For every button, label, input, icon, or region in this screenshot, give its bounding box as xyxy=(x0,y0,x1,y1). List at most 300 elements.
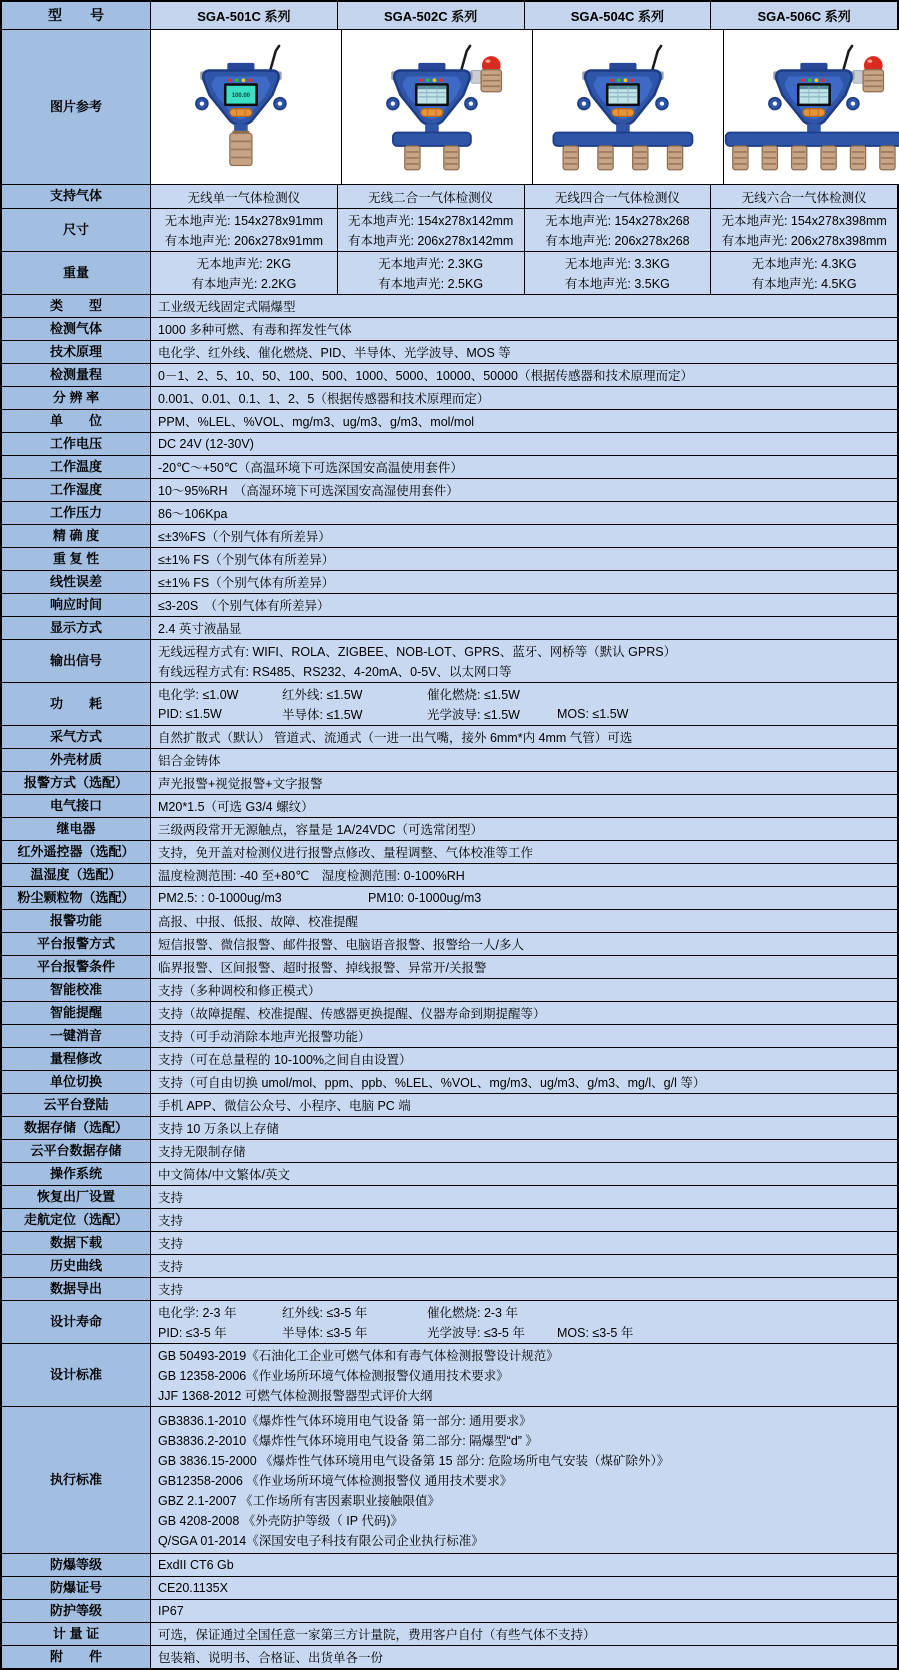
value-line xyxy=(158,727,897,747)
value-line xyxy=(158,1578,897,1598)
value-segment: 2.4 英寸液晶显 xyxy=(158,622,242,636)
spec-row xyxy=(2,295,897,318)
spec-row xyxy=(2,1071,897,1094)
value-line xyxy=(158,1410,897,1430)
value-line xyxy=(158,934,897,954)
row-label: 支持气体 xyxy=(2,185,151,208)
value-segment: MOS: ≤1.5W xyxy=(557,707,629,721)
row-value xyxy=(151,617,897,639)
row-value xyxy=(151,1623,897,1645)
row-value xyxy=(151,387,897,409)
row-label: 技术原理 xyxy=(2,341,151,363)
value-segment: 半导体: ≤3-5 年 xyxy=(282,1326,368,1340)
spec-row xyxy=(2,818,897,841)
spec-row xyxy=(2,1186,897,1209)
row-label: 设计标准 xyxy=(2,1344,151,1406)
value-line xyxy=(158,1555,897,1575)
spec-row xyxy=(2,1025,897,1048)
spec-row xyxy=(2,1232,897,1255)
value-segment: 红外线: ≤1.5W xyxy=(282,688,363,702)
value-segment: PPM、%LEL、%VOL、mg/m3、ug/m3、g/m3、mol/mol xyxy=(158,415,475,429)
row-value xyxy=(151,456,897,478)
row-value xyxy=(151,479,897,501)
value-line xyxy=(158,1510,897,1530)
value-line xyxy=(158,1430,897,1450)
value-segment: 温度检测范围: -40 至+80℃ 湿度检测范围: 0-100%RH xyxy=(158,869,465,883)
spec-row xyxy=(2,683,897,726)
row-label: 检测量程 xyxy=(2,364,151,386)
model-value-cell xyxy=(711,209,897,251)
value-line: 无本地声光: 4.3KG xyxy=(751,257,857,271)
row-label: 历史曲线 xyxy=(2,1255,151,1277)
spec-row xyxy=(2,502,897,525)
row-value xyxy=(151,864,897,886)
value-segment: 支持 xyxy=(158,1283,184,1297)
spec-row xyxy=(2,772,897,795)
row-value xyxy=(151,841,897,863)
row-label: 电气接口 xyxy=(2,795,151,817)
value-segment: PM2.5: : 0-1000ug/m3 xyxy=(158,891,282,905)
value-line: 有本地声光: 3.5KG xyxy=(564,277,670,291)
gas-detector-illustration xyxy=(533,39,723,175)
row-label: 单位切换 xyxy=(2,1071,151,1093)
row-label: 响应时间 xyxy=(2,594,151,616)
row-label: 防爆等级 xyxy=(2,1554,151,1576)
value-segment: 包装箱、说明书、合格证、出货单各一份 xyxy=(158,1651,384,1665)
spec-row xyxy=(2,1646,897,1668)
value-segment: GB 4208-2008 《外壳防护等级（ IP 代码)》 xyxy=(158,1514,403,1528)
row-value xyxy=(151,1646,897,1668)
value-segment: GB 50493-2019《石油化工企业可燃气体和有毒气体检测报警设计规范》 xyxy=(158,1349,559,1363)
value-line: 有本地声光: 206x278x142mm xyxy=(347,234,514,248)
value-line xyxy=(158,388,897,408)
row-value xyxy=(151,956,897,978)
gas-detector-illustration xyxy=(151,39,341,175)
row-label: 继电器 xyxy=(2,818,151,840)
spec-row xyxy=(2,1407,897,1554)
spec-row xyxy=(2,341,897,364)
row-label: 图片参考 xyxy=(2,30,151,184)
value-line: 有本地声光: 2.2KG xyxy=(191,277,297,291)
value-line: 有本地声光: 206x278x91mm xyxy=(164,234,324,248)
value-segment: 催化燃烧: ≤1.5W xyxy=(427,688,520,702)
value-line xyxy=(158,319,897,339)
value-line xyxy=(158,618,897,638)
value-segment: IP67 xyxy=(158,1604,184,1618)
value-line xyxy=(158,1210,897,1230)
value-line: 无本地声光: 3.3KG xyxy=(564,257,670,271)
row-value xyxy=(151,1600,897,1622)
spec-row xyxy=(2,795,897,818)
value-segment: -20℃～+50℃（高温环境下可选深国安高温使用套件） xyxy=(158,461,463,475)
value-line xyxy=(158,1164,897,1184)
spec-row xyxy=(2,364,897,387)
row-value xyxy=(151,1255,897,1277)
spec-row xyxy=(2,1301,897,1344)
row-label: 数据下载 xyxy=(2,1232,151,1254)
value-line xyxy=(158,296,897,316)
model-value-cell xyxy=(338,252,525,294)
row-value xyxy=(151,979,897,1001)
value-segment: 支持，免开盖对检测仪进行报警点修改、量程调整、气体校准等工作 xyxy=(158,846,534,860)
row-label: 平台报警方式 xyxy=(2,933,151,955)
value-line xyxy=(158,957,897,977)
value-segment: 可选，保证通过全国任意一家第三方计量院，费用客户自付（有些气体不支持） xyxy=(158,1628,596,1642)
row-label: 恢复出厂设置 xyxy=(2,1186,151,1208)
value-segment: 自然扩散式（默认） 管道式、流通式（一进一出气嘴，接外 6mm*内 4mm 气管）可选 xyxy=(158,731,633,745)
value-segment: 支持无限制存储 xyxy=(158,1145,246,1159)
value-segment: GB12358-2006 《作业场所环境气体检测报警仪 通用技术要求》 xyxy=(158,1474,513,1488)
value-segment: 0－1、2、5、10、50、100、500、1000、5000、10000、50000（根据传感器和技术原理而定） xyxy=(158,369,693,383)
value-segment: 支持（可在总量程的 10-100%之间自由设置） xyxy=(158,1053,412,1067)
value-segment: 中文简体/中文繁体/英文 xyxy=(158,1168,290,1182)
image-reference-row xyxy=(2,30,897,185)
spec-row xyxy=(2,1278,897,1301)
row-label: 检测气体 xyxy=(2,318,151,340)
value-segment: JJF 1368-2012 可燃气体检测报警器型式评价大纲 xyxy=(158,1389,433,1403)
model-spec-row xyxy=(2,185,897,209)
value-line: 无本地声光: 154x278x398mm xyxy=(721,214,887,228)
value-segment: PID: ≤3-5 年 xyxy=(158,1326,227,1340)
model-value-cell xyxy=(711,252,897,294)
device-image xyxy=(151,30,342,184)
value-line xyxy=(158,365,897,385)
row-value xyxy=(151,1209,897,1231)
value-line xyxy=(158,503,897,523)
value-line xyxy=(158,1450,897,1470)
value-line: 无线四合一气体检测仪 xyxy=(554,190,680,205)
value-segment: 手机 APP、微信公众号、小程序、电脑 PC 端 xyxy=(158,1099,411,1113)
spec-row xyxy=(2,571,897,594)
value-line: 有本地声光: 206x278x398mm xyxy=(721,234,887,248)
value-line xyxy=(158,1095,897,1115)
value-line xyxy=(158,1624,897,1644)
row-value xyxy=(151,548,897,570)
header-row xyxy=(2,2,897,30)
value-segment: 支持 xyxy=(158,1260,184,1274)
row-value xyxy=(151,1025,897,1047)
row-label: 线性误差 xyxy=(2,571,151,593)
value-segment: 铝合金铸体 xyxy=(158,754,221,768)
value-line: 无本地声光: 154x278x91mm xyxy=(164,214,324,228)
row-label: 重量 xyxy=(2,252,151,294)
row-label: 尺寸 xyxy=(2,209,151,251)
model-value-cell xyxy=(525,185,712,208)
row-label: 防护等级 xyxy=(2,1600,151,1622)
model-value-cell xyxy=(338,209,525,251)
row-value xyxy=(151,1048,897,1070)
value-segment: 半导体: ≤1.5W xyxy=(282,708,363,722)
value-segment: 三级两段常开无源触点，容量是 1A/24VDC（可选常闭型） xyxy=(158,823,484,837)
row-value xyxy=(151,1094,897,1116)
row-value xyxy=(151,364,897,386)
value-segment: 无线远程方式有: WIFI、ROLA、ZIGBEE、NOB-LOT、GPRS、蓝牙、网桥等（默认 GPRS） xyxy=(158,645,677,659)
value-line xyxy=(158,750,897,770)
row-value xyxy=(151,433,897,455)
device-image xyxy=(342,30,533,184)
value-line xyxy=(158,842,897,862)
spec-row xyxy=(2,841,897,864)
spec-row xyxy=(2,410,897,433)
row-label: 显示方式 xyxy=(2,617,151,639)
device-image xyxy=(724,30,899,184)
spec-row xyxy=(2,749,897,772)
value-line xyxy=(158,1026,897,1046)
spec-row xyxy=(2,933,897,956)
value-segment: 支持 xyxy=(158,1191,184,1205)
value-segment: 支持（可自由切换 umol/mol、ppm、ppb、%LEL、%VOL、mg/m3、ug/m3、g/m3、mg/l、g/l 等） xyxy=(158,1076,706,1090)
value-segment: ExdII CT6 Gb xyxy=(158,1558,234,1572)
row-label: 红外遥控器（选配） xyxy=(2,841,151,863)
spec-row xyxy=(2,1002,897,1025)
value-segment: ≤±3%FS（个别气体有所差异） xyxy=(158,530,331,544)
row-label: 云平台数据存储 xyxy=(2,1140,151,1162)
value-line xyxy=(158,1256,897,1276)
row-value xyxy=(151,1344,897,1406)
spec-row xyxy=(2,1577,897,1600)
value-line xyxy=(158,1072,897,1092)
row-label: 走航定位（选配） xyxy=(2,1209,151,1231)
row-label: 操作系统 xyxy=(2,1163,151,1185)
spec-row xyxy=(2,979,897,1002)
value-segment: 86～106Kpa xyxy=(158,507,228,521)
row-label: 一键消音 xyxy=(2,1025,151,1047)
row-label: 报警方式（选配） xyxy=(2,772,151,794)
value-line xyxy=(158,661,897,681)
value-segment: Q/SGA 01-2014《深国安电子科技有限公司企业执行标准》 xyxy=(158,1534,484,1548)
row-label: 智能校准 xyxy=(2,979,151,1001)
spec-row xyxy=(2,617,897,640)
value-line xyxy=(158,1279,897,1299)
value-line: 无线二合一气体检测仪 xyxy=(368,190,494,205)
row-value xyxy=(151,410,897,432)
value-line xyxy=(158,595,897,615)
row-value xyxy=(151,933,897,955)
row-value xyxy=(151,683,897,725)
row-label: 重 复 性 xyxy=(2,548,151,570)
row-label: 附 件 xyxy=(2,1646,151,1668)
device-image xyxy=(533,30,724,184)
spec-row xyxy=(2,956,897,979)
value-line: 无本地声光: 2KG xyxy=(196,257,292,271)
spec-row xyxy=(2,1094,897,1117)
spec-row xyxy=(2,910,897,933)
value-line: 无本地声光: 2.3KG xyxy=(378,257,484,271)
value-segment: 临界报警、区间报警、超时报警、掉线报警、异常开/关报警 xyxy=(158,961,487,975)
value-line xyxy=(158,1141,897,1161)
spec-row xyxy=(2,1048,897,1071)
value-line: 有本地声光: 4.5KG xyxy=(751,277,857,291)
model-series-header: SGA-506C 系列 xyxy=(711,2,897,29)
value-segment: 光学波导: ≤3-5 年 xyxy=(427,1326,525,1340)
value-line xyxy=(158,1490,897,1510)
row-value xyxy=(151,887,897,909)
svg-text:100.00: 100.00 xyxy=(231,92,250,99)
model-series-header: SGA-502C 系列 xyxy=(338,2,525,29)
value-line xyxy=(158,457,897,477)
row-value xyxy=(151,1163,897,1185)
row-value xyxy=(151,594,897,616)
row-label: 防爆证号 xyxy=(2,1577,151,1599)
row-value xyxy=(151,749,897,771)
row-label: 工作湿度 xyxy=(2,479,151,501)
spec-row xyxy=(2,1255,897,1278)
value-segment: ≤±1% FS（个别气体有所差异） xyxy=(158,553,335,567)
row-value xyxy=(151,795,897,817)
row-value xyxy=(151,571,897,593)
row-label: 云平台登陆 xyxy=(2,1094,151,1116)
value-segment: 催化燃烧: 2-3 年 xyxy=(427,1306,518,1320)
value-line xyxy=(158,1233,897,1253)
value-line xyxy=(158,1470,897,1490)
value-line xyxy=(158,526,897,546)
model-value-cell xyxy=(151,185,338,208)
value-segment: CE20.1135X xyxy=(158,1581,228,1595)
row-label: 量程修改 xyxy=(2,1048,151,1070)
model-series-header: SGA-504C 系列 xyxy=(525,2,712,29)
value-line xyxy=(158,1302,897,1322)
value-line xyxy=(158,1049,897,1069)
row-label: 平台报警条件 xyxy=(2,956,151,978)
row-value xyxy=(151,1278,897,1300)
value-segment: 0.001、0.01、0.1、1、2、5（根据传感器和技术原理而定） xyxy=(158,392,490,406)
value-segment: PID: ≤1.5W xyxy=(158,707,222,721)
gas-detector-illustration xyxy=(724,39,899,175)
spec-row xyxy=(2,1623,897,1646)
value-line xyxy=(158,1647,897,1667)
value-line xyxy=(158,1118,897,1138)
value-segment: 支持（故障提醒、校准提醒、传感器更换提醒、仪器寿命到期提醒等） xyxy=(158,1007,546,1021)
model-column-header: 型 号 xyxy=(2,2,151,29)
row-label: 执行标准 xyxy=(2,1407,151,1553)
row-value xyxy=(151,910,897,932)
value-line xyxy=(158,342,897,362)
model-spec-row xyxy=(2,252,897,295)
value-line xyxy=(158,572,897,592)
row-label: 报警功能 xyxy=(2,910,151,932)
row-value xyxy=(151,318,897,340)
row-value xyxy=(151,1232,897,1254)
value-segment: ≤±1% FS（个别气体有所差异） xyxy=(158,576,335,590)
value-line: 有本地声光: 2.5KG xyxy=(378,277,484,291)
row-label: 单 位 xyxy=(2,410,151,432)
row-value xyxy=(151,1071,897,1093)
model-value-cell xyxy=(525,209,712,251)
row-value xyxy=(151,295,897,317)
value-line xyxy=(158,1345,897,1365)
spec-row xyxy=(2,864,897,887)
value-line xyxy=(158,1003,897,1023)
value-line xyxy=(158,1365,897,1385)
row-value xyxy=(151,640,897,682)
row-value xyxy=(151,1301,897,1343)
row-label: 数据存储（选配） xyxy=(2,1117,151,1139)
value-line xyxy=(158,911,897,931)
value-segment: 支持 10 万条以上存储 xyxy=(158,1122,279,1136)
row-label: 设计寿命 xyxy=(2,1301,151,1343)
value-line xyxy=(158,1530,897,1550)
model-value-cell xyxy=(338,185,525,208)
row-value xyxy=(151,1186,897,1208)
value-segment: 电化学: ≤1.0W xyxy=(158,688,239,702)
row-value xyxy=(151,525,897,547)
row-label: 输出信号 xyxy=(2,640,151,682)
value-line xyxy=(158,819,897,839)
value-line: 无本地声光: 154x278x142mm xyxy=(347,214,514,228)
value-segment: 电化学: 2-3 年 xyxy=(158,1306,237,1320)
value-segment: GBZ 2.1-2007 《工作场所有害因素职业接触限值》 xyxy=(158,1494,440,1508)
value-line: 无本地声光: 154x278x268 xyxy=(545,214,690,228)
value-segment: 支持 xyxy=(158,1214,184,1228)
spec-row xyxy=(2,548,897,571)
value-line xyxy=(158,480,897,500)
value-segment: 1000 多种可燃、有毒和挥发性气体 xyxy=(158,323,352,337)
spec-row xyxy=(2,1554,897,1577)
value-line xyxy=(158,434,897,454)
value-line xyxy=(158,1187,897,1207)
value-segment: PM10: 0-1000ug/m3 xyxy=(368,891,482,905)
spec-row xyxy=(2,726,897,749)
row-label: 工作电压 xyxy=(2,433,151,455)
value-segment: 短信报警、微信报警、邮件报警、电脑语音报警、报警给一人/多人 xyxy=(158,938,524,952)
value-segment: 支持（可手动消除本地声光报警功能） xyxy=(158,1030,371,1044)
value-segment: 工业级无线固定式隔爆型 xyxy=(158,300,296,314)
value-segment: 光学波导: ≤1.5W xyxy=(427,708,520,722)
value-line xyxy=(158,684,897,704)
model-value-cell xyxy=(711,185,897,208)
row-value xyxy=(151,341,897,363)
row-label: 工作温度 xyxy=(2,456,151,478)
gas-detector-illustration xyxy=(342,39,532,175)
value-segment: MOS: ≤3-5 年 xyxy=(557,1326,634,1340)
value-segment: 10～95%RH （高湿环境下可选深国安高湿使用套件） xyxy=(158,484,459,498)
row-value xyxy=(151,726,897,748)
spec-row xyxy=(2,1117,897,1140)
value-line: 无线六合一气体检测仪 xyxy=(741,190,867,205)
row-value xyxy=(151,772,897,794)
model-series-header: SGA-501C 系列 xyxy=(151,2,338,29)
value-segment: DC 24V (12-30V) xyxy=(158,437,254,451)
row-label: 精 确 度 xyxy=(2,525,151,547)
value-segment: GB 12358-2006《作业场所环境气体检测报警仪通用技术要求》 xyxy=(158,1369,509,1383)
value-line xyxy=(158,865,897,885)
value-segment: 电化学、红外线、催化燃烧、PID、半导体、光学波导、MOS 等 xyxy=(158,346,511,360)
value-segment: 红外线: ≤3-5 年 xyxy=(282,1306,368,1320)
row-value xyxy=(151,818,897,840)
value-line xyxy=(158,1601,897,1621)
spec-row xyxy=(2,456,897,479)
value-segment: GB3836.1-2010《爆炸性气体环境用电气设备 第一部分: 通用要求》 xyxy=(158,1414,532,1428)
row-label: 智能提醒 xyxy=(2,1002,151,1024)
value-segment: ≤3-20S （个别气体有所差异） xyxy=(158,599,330,613)
value-line xyxy=(158,888,897,908)
value-line xyxy=(158,641,897,661)
spec-row xyxy=(2,1344,897,1407)
value-segment: 声光报警+视觉报警+文字报警 xyxy=(158,777,323,791)
spec-row xyxy=(2,1600,897,1623)
value-line xyxy=(158,773,897,793)
value-segment: 支持 xyxy=(158,1237,184,1251)
row-value xyxy=(151,1407,897,1553)
value-line xyxy=(158,796,897,816)
value-line xyxy=(158,411,897,431)
value-segment: 支持（多种调校和修正模式） xyxy=(158,984,321,998)
row-label: 类 型 xyxy=(2,295,151,317)
value-line: 有本地声光: 206x278x268 xyxy=(545,234,690,248)
value-line xyxy=(158,1322,897,1342)
row-label: 分 辨 率 xyxy=(2,387,151,409)
spec-row xyxy=(2,525,897,548)
